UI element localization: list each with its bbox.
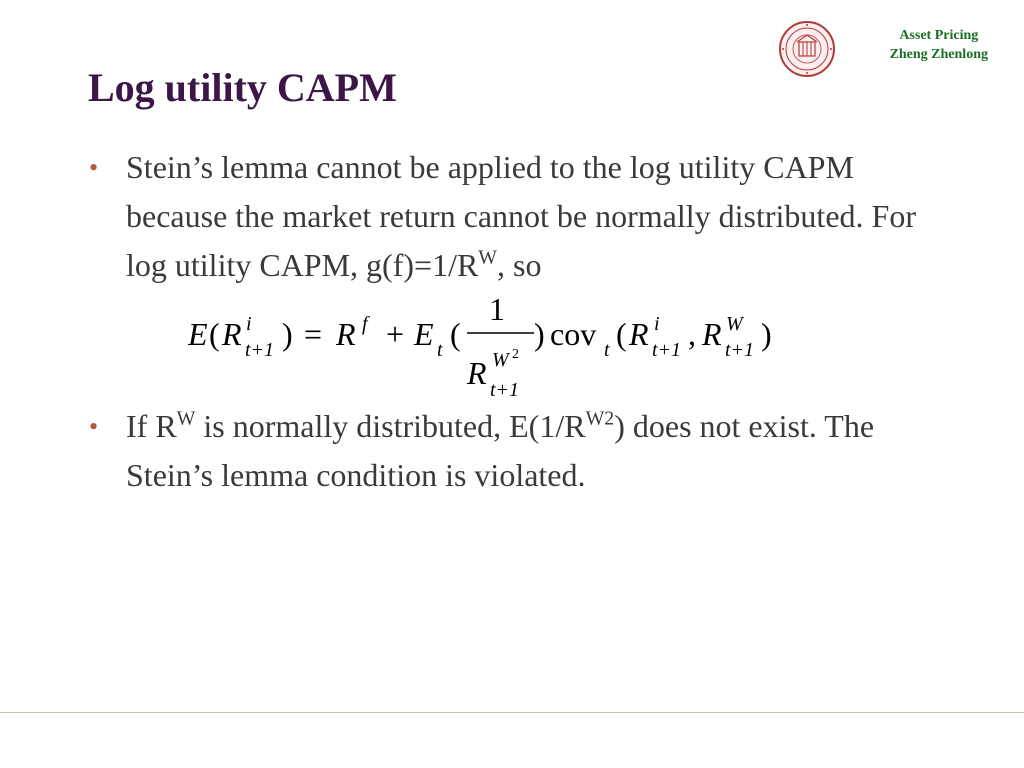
f-tp1-c: t+1 — [652, 339, 682, 361]
f-i2: i — [654, 313, 660, 335]
f-rp1: ) — [282, 316, 293, 352]
f-comma: , — [688, 316, 696, 352]
f-R2: R — [336, 316, 356, 352]
f-two: 2 — [512, 347, 519, 362]
f-f: f — [362, 313, 368, 335]
bullet-1-tail: , so — [497, 247, 542, 283]
f-R1: R — [222, 316, 242, 352]
f-tp1-b: t+1 — [490, 379, 520, 401]
formula-svg — [188, 290, 808, 402]
bullet-2-tail: ) does not exist. The Stein’s lemma condition is violated. — [126, 408, 875, 493]
bullet-2 — [88, 402, 948, 500]
formula — [88, 290, 948, 402]
bullet-2-superscript-2: W2 — [585, 407, 615, 430]
f-lp1: ( — [209, 316, 220, 352]
f-i1: i — [246, 313, 252, 335]
author-name: Zheng Zhenlong — [889, 47, 988, 62]
bullet-marker-icon: • — [89, 412, 99, 441]
f-tp1-d: t+1 — [725, 339, 755, 361]
f-R4: R — [629, 316, 649, 352]
bullet-1 — [88, 143, 948, 290]
f-rp2: ) — [534, 316, 545, 352]
slide-content — [88, 143, 948, 500]
course-name: Asset Pricing — [899, 28, 979, 43]
f-one: 1 — [489, 291, 505, 327]
f-rp3: ) — [761, 316, 772, 352]
f-R5: R — [702, 316, 722, 352]
f-E2: E — [414, 316, 434, 352]
header-text — [890, 26, 988, 64]
f-R3: R — [467, 355, 487, 391]
bullet-marker-icon: • — [89, 153, 99, 182]
f-t1: t — [437, 339, 443, 361]
f-W1: W — [492, 349, 509, 371]
f-t2: t — [604, 339, 610, 361]
footer-divider — [0, 712, 1024, 713]
f-lp2: ( — [450, 316, 461, 352]
f-eq: = — [304, 316, 323, 352]
f-plus: + — [386, 316, 405, 352]
f-W2: W — [726, 313, 743, 335]
f-lp3: ( — [616, 316, 627, 352]
bullet-2-middle: is normally distributed, E(1/R — [195, 408, 586, 444]
university-seal-logo — [778, 20, 836, 78]
bullet-1-superscript: W — [478, 246, 498, 269]
bullet-2-superscript-1: W — [176, 407, 196, 430]
f-tp1-a: t+1 — [245, 339, 275, 361]
header-block — [778, 16, 998, 80]
bullet-2-text: If R — [126, 408, 177, 444]
f-E: E — [188, 316, 208, 352]
f-cov: cov — [550, 316, 597, 352]
slide-title: Log utility CAPM — [88, 65, 397, 110]
bullet-1-text: Stein’s lemma cannot be applied to the log utility CAPM because the market return cannot be normally distributed. For log utility CAPM, g(f)=1/R — [126, 149, 916, 283]
